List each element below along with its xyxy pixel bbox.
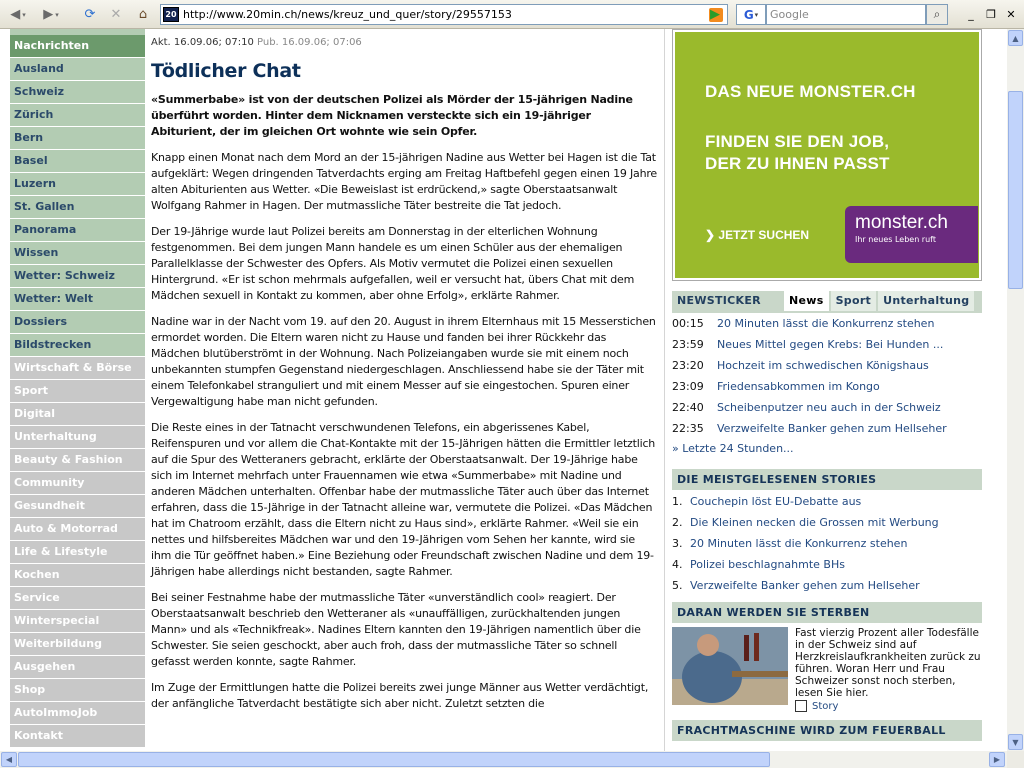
scroll-up-icon[interactable]: ▲ [1008, 30, 1023, 46]
url-text[interactable]: http://www.20min.ch/news/kreuz_und_quer/story/29557153 [183, 8, 512, 21]
newsticker-time: 22:40 [672, 401, 704, 414]
meistgelesen-link[interactable]: Verzweifelte Banker gehen zum Hellseher [690, 579, 920, 592]
meistgelesen-link[interactable]: Couchepin löst EU-Debatte aus [690, 495, 862, 508]
newsticker-link[interactable]: Scheibenputzer neu auch in der Schweiz [717, 401, 941, 414]
meistgelesen-item[interactable] [672, 491, 982, 512]
newsticker-item[interactable] [672, 355, 982, 376]
nav-item-weiterbildung[interactable]: Weiterbildung [10, 633, 145, 656]
nav-item-wetter-welt[interactable]: Wetter: Welt [10, 288, 145, 311]
nav-item-ausland[interactable]: Ausland [10, 58, 145, 81]
newsticker-time: 23:09 [672, 380, 704, 393]
left-navigation [10, 29, 145, 748]
search-input[interactable]: Google [766, 4, 926, 25]
story-link[interactable] [795, 700, 838, 712]
newsticker-time: 23:20 [672, 359, 704, 372]
right-column [672, 29, 982, 741]
nav-item-schweiz[interactable]: Schweiz [10, 81, 145, 104]
article [151, 29, 658, 712]
article-lead: «Summerbabe» ist von der deutschen Polizei als Mörder der 15-jährigen Nadine überführt worden. Hinter dem Nicknamen versteckte sich ein 19-jähriger Abiturient, der im gleichen Ort wohnte wie sein Opfer. [151, 93, 633, 138]
horizontal-scroll-thumb[interactable] [18, 752, 770, 767]
vertical-scrollbar[interactable] [1007, 29, 1024, 751]
browser-toolbar [0, 0, 1024, 29]
meistgelesen-list [672, 491, 982, 596]
teaser-image[interactable] [672, 627, 788, 705]
nav-item-bildstrecken[interactable]: Bildstrecken [10, 334, 145, 357]
nav-item-nachrichten[interactable]: Nachrichten [10, 35, 145, 58]
meistgelesen-item[interactable] [672, 554, 982, 575]
newsticker-more-link[interactable]: » Letzte 24 Stunden... [672, 442, 794, 455]
meistgelesen-rank: 3. [672, 537, 683, 550]
home-icon[interactable]: ⌂ [138, 7, 148, 22]
sterben-title: DARAN WERDEN SIE STERBEN [672, 602, 982, 623]
teaser-photo [672, 627, 788, 705]
document-icon [795, 700, 807, 712]
nav-item-wirtschaft-börse[interactable]: Wirtschaft & Börse [10, 357, 145, 380]
nav-item-dossiers[interactable]: Dossiers [10, 311, 145, 334]
logo-text: monster.ch [855, 212, 948, 233]
nav-item-kontakt[interactable]: Kontakt [10, 725, 145, 748]
meistgelesen-item[interactable] [672, 533, 982, 554]
site-favicon: 20 [163, 7, 179, 22]
meistgelesen-link[interactable]: Die Kleinen necken die Grossen mit Werbung [690, 516, 939, 529]
newsticker-link[interactable]: 20 Minuten lässt die Konkurrenz stehen [717, 317, 935, 330]
monster-logo [845, 206, 978, 263]
stop-icon[interactable]: ✕ [110, 7, 122, 22]
column-divider [664, 29, 665, 751]
ad-cta-label: JETZT SUCHEN [718, 228, 810, 242]
nav-item-luzern[interactable]: Luzern [10, 173, 145, 196]
article-paragraph: Bei seiner Festnahme habe der mutmassliche Täter «unverständlich cool» reagiert. Der Oberstaatsanwalt beschrieb den Wetteraner als «unauffälligen, zurückhaltenden jungen Mann» und als «Technikfreak». Nadines Eltern kannten den 19-Jährigen namentlich über die Schwester. Sie seien geschockt, aber auch froh, dass der mutmassliche Täter so schnell gefasst werden konnte, sagte Rahmer. [151, 591, 641, 668]
back-button[interactable]: ◀ ▾ [10, 7, 26, 22]
nav-item-beauty-fashion[interactable]: Beauty & Fashion [10, 449, 145, 472]
tab-sport[interactable]: Sport [831, 291, 877, 311]
article-paragraph: Die Reste eines in der Tatnacht verschwundenen Telefons, ein abgerissenes Kabel, Reifenspuren und vor allem die Chat-Kontakte mit der 15-Jährigen hätten die Ermittler letztlich auf die Spur des Wetteraners gebracht, erklärte der Oberstaatsanwalt. Der 19-Jährige habe sich im Internet mehrfach unter Frauennamen wie etwa «Summerbabe» mit Nadine und anderen Mädchen unterhalten. Offenbar habe der mutmassliche Täter auch über das Internet erfahren, dass die 15-Jährige in der Tatnacht alleine war, vermutete die Polizei. «Das Mädchen hat im Chatroom erzählt, dass die Eltern nicht zu Haus sind», erklärte Rahmer. «Weil sie ein nettes und hilfsbereites Mädchen war und den 19-Jährigen vom Sehen her kannte, wird sie ihm die Tür geöffnet haben.» Eine Beziehung oder Freundschaft zwischen Nadine und dem 19-Jährigen habe allerdings nicht bestanden, sagte Rahmer. [151, 421, 656, 578]
newsticker-time: 23:59 [672, 338, 704, 351]
meistgelesen-title: DIE MEISTGELESENEN STORIES [672, 469, 982, 490]
newsticker-time: 22:35 [672, 422, 704, 435]
sterben-teaser [672, 627, 982, 713]
newsticker-header [672, 291, 982, 313]
ad-text-line: FINDEN SIE DEN JOB, [705, 132, 890, 151]
article-paragraph: Im Zuge der Ermittlungen hatte die Polizei bereits zwei junge Männer aus Wetter verdächtigt, der anfängliche Tatverdacht bestätigte sich aber nicht. Zuletzt setzten die [151, 681, 649, 710]
ad-cta[interactable] [705, 228, 809, 242]
meistgelesen-item[interactable] [672, 512, 982, 533]
scroll-left-icon[interactable]: ◀ [1, 752, 17, 767]
page-viewport [0, 29, 1007, 751]
nav-item-autoimmojob[interactable]: AutoImmoJob [10, 702, 145, 725]
nav-item-kochen[interactable]: Kochen [10, 564, 145, 587]
date-published: Pub. 16.09.06; 07:06 [257, 37, 362, 48]
nav-item-zürich[interactable]: Zürich [10, 104, 145, 127]
newsticker-link[interactable]: Neues Mittel gegen Krebs: Bei Hunden ... [717, 338, 944, 351]
reload-icon[interactable]: ⟳ [84, 7, 96, 22]
tab-news[interactable]: News [784, 291, 829, 311]
newsticker-item[interactable] [672, 313, 982, 334]
nav-item-service[interactable]: Service [10, 587, 145, 610]
nav-item-ausgehen[interactable]: Ausgehen [10, 656, 145, 679]
teaser-text: Fast vierzig Prozent aller Todesfälle in der Schweiz sind auf Herzkreislaufkrankheiten zurück zu führen. Woran Herr und Frau Schweizer sonst noch sterben, lesen Sie hier. [795, 627, 981, 699]
search-engine-selector[interactable]: G ▾ [736, 4, 766, 25]
nav-item-unterhaltung[interactable]: Unterhaltung [10, 426, 145, 449]
newsticker-item[interactable] [672, 418, 982, 439]
ad-background [675, 32, 979, 278]
ad-text-line: DER ZU IHNEN PASST [705, 154, 890, 173]
nav-item-wissen[interactable]: Wissen [10, 242, 145, 265]
article-dateline [151, 37, 658, 48]
scroll-right-icon[interactable]: ▶ [989, 752, 1005, 767]
vertical-scroll-thumb[interactable] [1008, 91, 1023, 289]
meistgelesen-link[interactable]: Polizei beschlagnahmte BHs [690, 558, 845, 571]
newsticker-link[interactable]: Verzweifelte Banker gehen zum Hellseher [717, 422, 947, 435]
minimize-button[interactable]: _ [968, 8, 974, 21]
horizontal-scrollbar[interactable] [0, 751, 1007, 768]
monster-ad-banner[interactable] [672, 29, 982, 281]
tab-unterhaltung[interactable]: Unterhaltung [878, 291, 974, 311]
newsticker-item[interactable] [672, 397, 982, 418]
nav-item-wetter-schweiz[interactable]: Wetter: Schweiz [10, 265, 145, 288]
newsticker-item[interactable] [672, 376, 982, 397]
article-title: Tödlicher Chat [151, 60, 301, 82]
nav-item-winterspecial[interactable]: Winterspecial [10, 610, 145, 633]
article-paragraph: Der 19-Jährige wurde laut Polizei bereits am Donnerstag in der elterlichen Wohnung festgenommen. Bei dem jungen Mann handele es um einen Schüler aus der ehemaligen Parallelklasse der Schwester des Opfers. Als Motiv vermutet die Polizei einen sexuellen Hintergrund. «Er ist schon mehrmals aufgefallen, weil er versucht hat, übers Chat mit dem Mädchen sexuell in Kontakt zu kommen, aber ohne Erfolg», erklärte Rahmer. [151, 225, 635, 302]
newsticker-list [672, 313, 982, 439]
date-updated: Akt. 16.09.06; 07:10 [151, 37, 254, 48]
meistgelesen-rank: 4. [672, 558, 683, 571]
meistgelesen-item[interactable] [672, 575, 982, 596]
nav-item-community[interactable]: Community [10, 472, 145, 495]
nav-item-sport[interactable]: Sport [10, 380, 145, 403]
arrow-icon: ❯ [705, 228, 719, 242]
scroll-down-icon[interactable]: ▼ [1008, 734, 1023, 750]
article-paragraph: Nadine war in der Nacht vom 19. auf den 20. August in ihrem Elternhaus mit 15 Messerstichen ermordet worden. Die Eltern waren nicht zu Hause und fanden bei ihrer Rückkehr das Mädchen blutüberströmt in der Wohnung. Nach Polizeiangaben wurde sie mit einem noch unbekannten stumpfen Gegenstand niedergeschlagen. Anschliessend habe sie der Täter mit einem Telefonkabel stranguliert und mit einem Messer auf sie eingestochen. Spuren einer Vergewaltigung habe man nicht gefunden. [151, 315, 656, 408]
nav-item-shop[interactable]: Shop [10, 679, 145, 702]
nav-item-panorama[interactable]: Panorama [10, 219, 145, 242]
go-button[interactable]: ▶ [710, 7, 720, 22]
close-button[interactable]: ✕ [1006, 8, 1016, 21]
meistgelesen-rank: 5. [672, 579, 683, 592]
newsticker-time: 00:15 [672, 317, 704, 330]
newsticker-item[interactable] [672, 334, 982, 355]
restore-button[interactable]: ❐ [986, 8, 996, 21]
nav-item-digital[interactable]: Digital [10, 403, 145, 426]
nav-item-gesundheit[interactable]: Gesundheit [10, 495, 145, 518]
meistgelesen-rank: 2. [672, 516, 683, 529]
story-link-label: Story [812, 700, 839, 712]
nav-item-st-gallen[interactable]: St. Gallen [10, 196, 145, 219]
fracht-title[interactable]: FRACHTMASCHINE WIRD ZUM FEUERBALL [672, 720, 982, 741]
google-icon: G [743, 7, 754, 22]
newsticker-link[interactable]: Hochzeit im schwedischen Königshaus [717, 359, 929, 372]
meistgelesen-rank: 1. [672, 495, 683, 508]
nav-item-bern[interactable]: Bern [10, 127, 145, 150]
forward-button[interactable]: ▶ ▾ [43, 7, 59, 22]
scrollbar-corner [1007, 751, 1024, 768]
logo-tagline: Ihr neues Leben ruft [855, 235, 936, 244]
meistgelesen-link[interactable]: 20 Minuten lässt die Konkurrenz stehen [690, 537, 908, 550]
newsticker-link[interactable]: Friedensabkommen im Kongo [717, 380, 880, 393]
search-icon[interactable]: ⌕ [926, 4, 948, 25]
nav-item-basel[interactable]: Basel [10, 150, 145, 173]
article-paragraph: Knapp einen Monat nach dem Mord an der 15-jährigen Nadine aus Wetter bei Hagen ist die Tat aufgeklärt: Wegen dringenden Tatverdachts erging am Freitag Haftbefehl gegen einen 19 Jahre alten Abiturienten aus Wetter. «Die Beweislast ist erdrückend,» sagte Oberstaatsanwalt Wolfgang Rahmer in Hagen. Der mutmassliche Täter bestreite die Tat jedoch. [151, 151, 657, 212]
nav-item-auto-motorrad[interactable]: Auto & Motorrad [10, 518, 145, 541]
ad-headline: DAS NEUE MONSTER.CH [705, 82, 916, 101]
url-bar[interactable] [160, 4, 728, 25]
nav-item-life-lifestyle[interactable]: Life & Lifestyle [10, 541, 145, 564]
newsticker-title: NEWSTICKER [677, 294, 761, 307]
